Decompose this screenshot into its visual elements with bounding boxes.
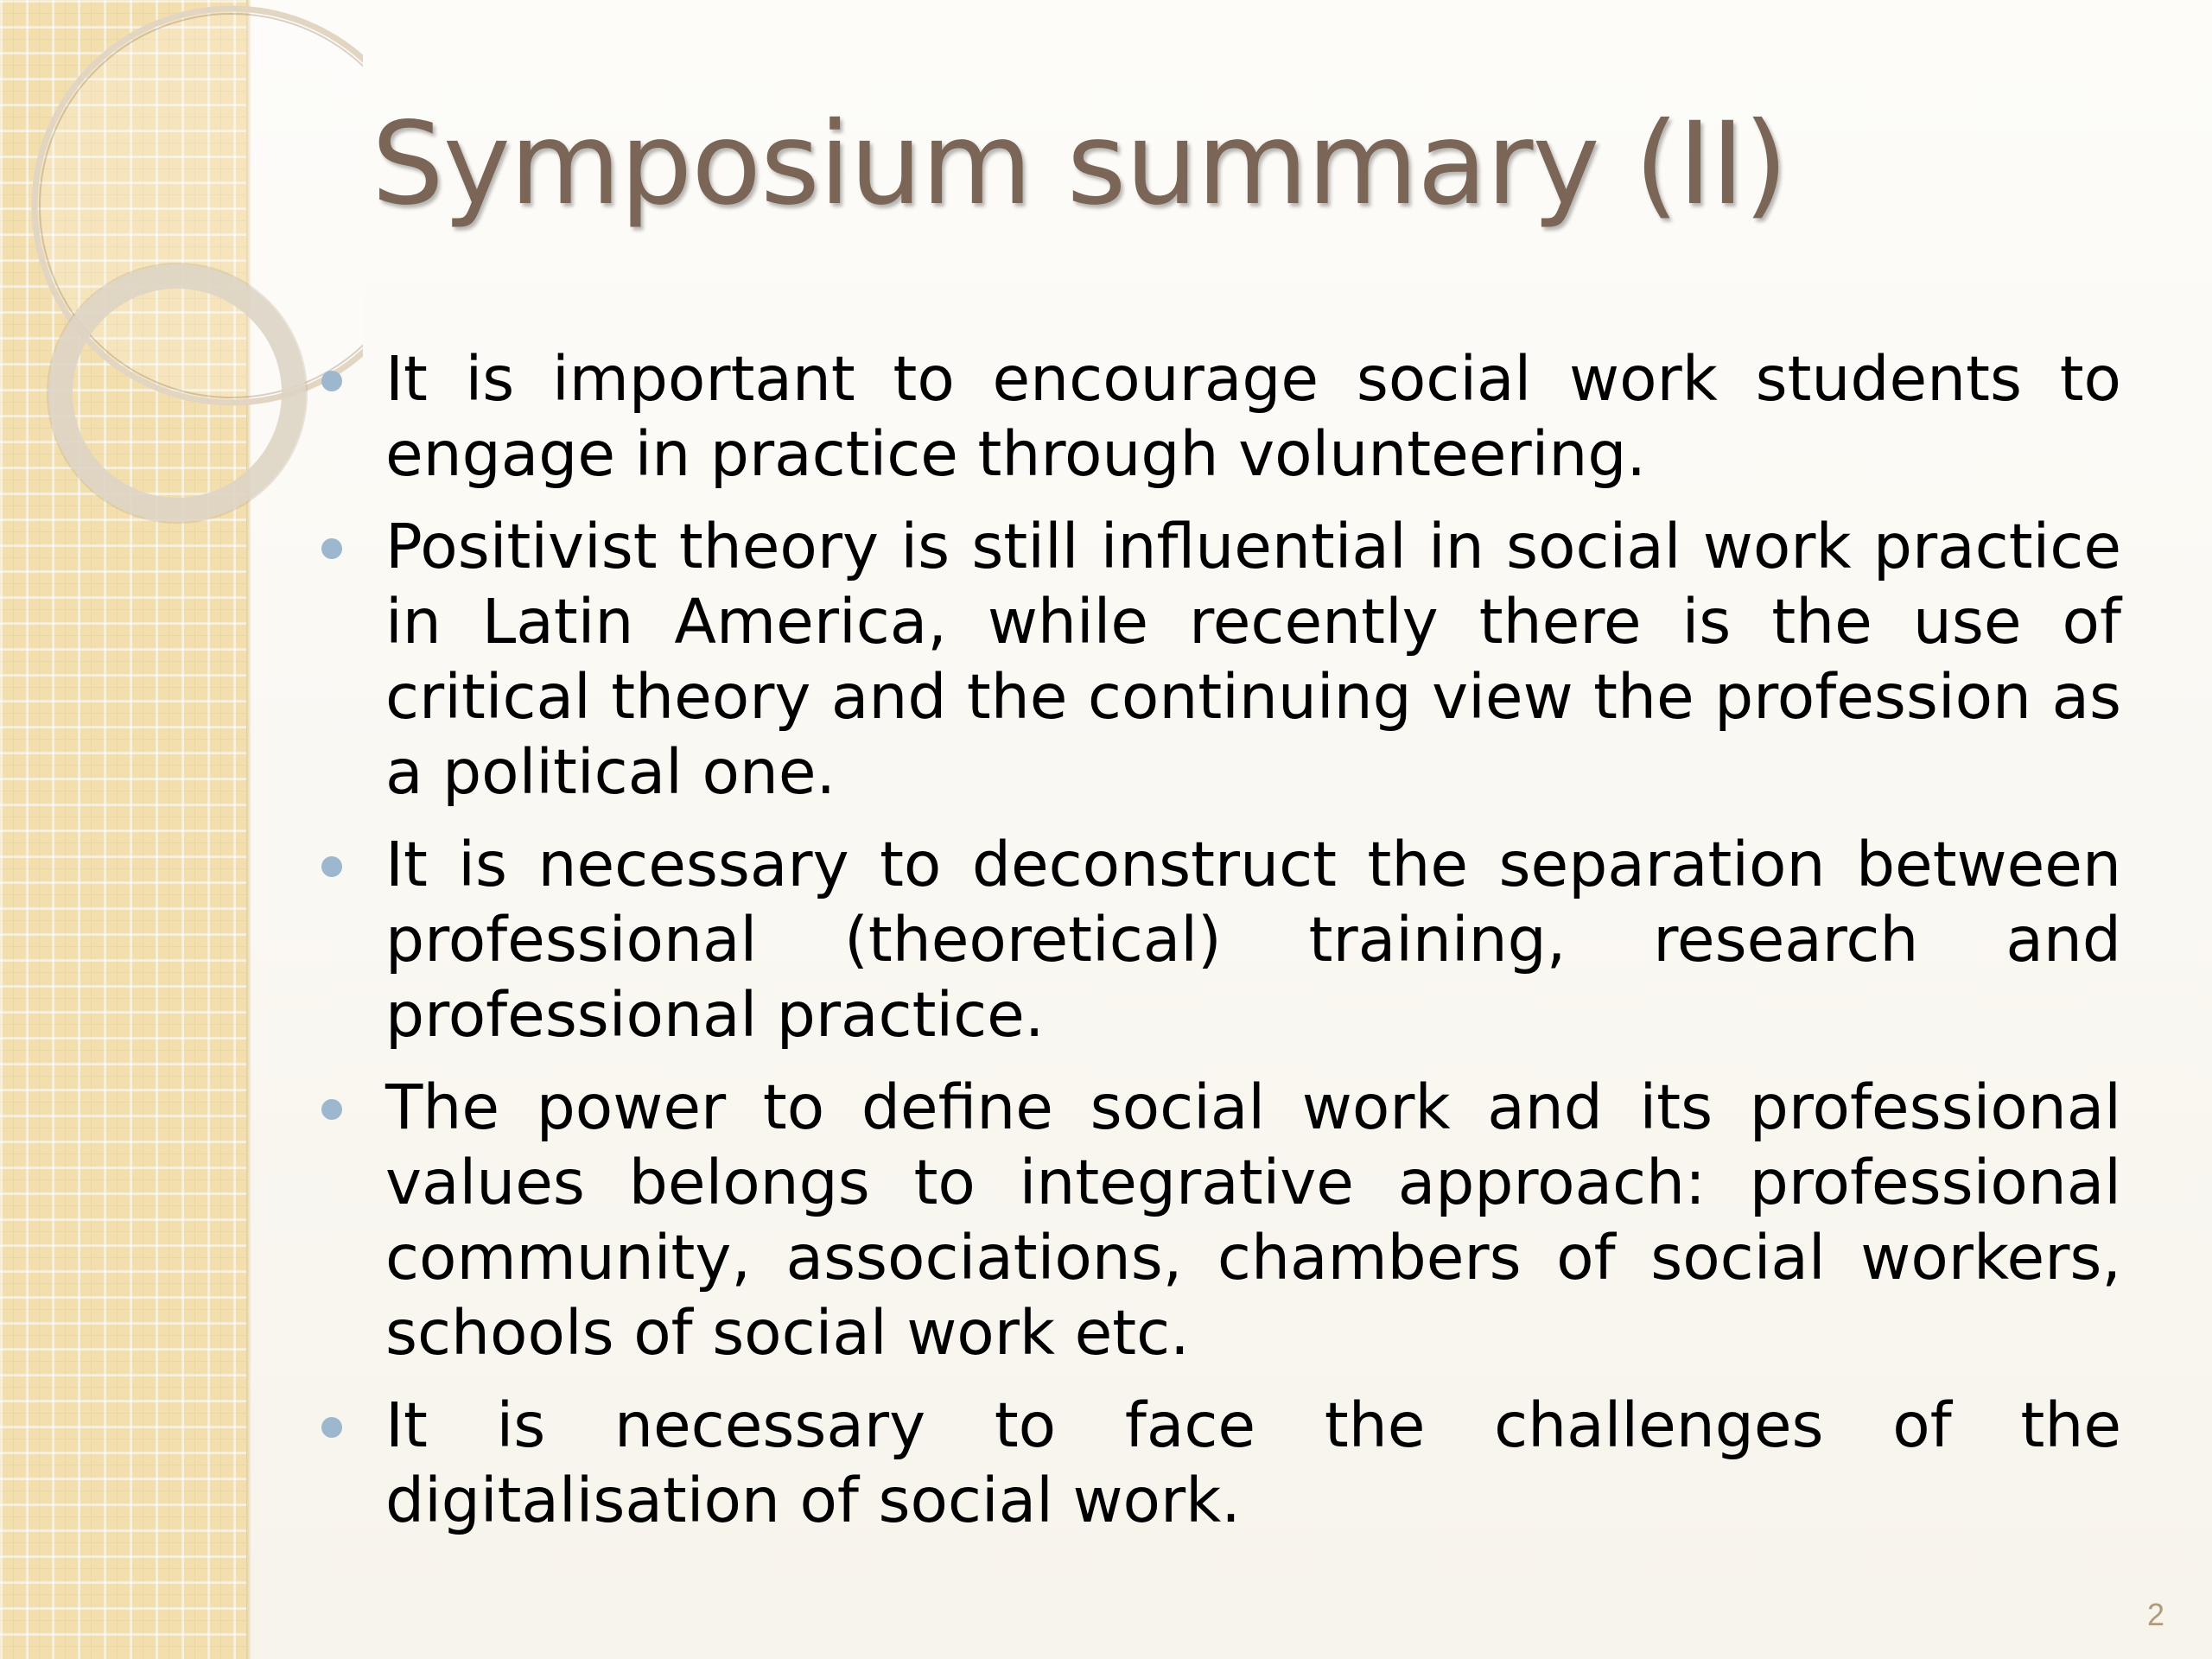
bullet-item: [311, 1070, 2121, 1370]
decorative-circles: [0, 0, 363, 605]
bullet-dot-icon: [321, 856, 342, 877]
bullet-item: [311, 509, 2121, 810]
bullet-text: The power to define social work and its professional values belongs to integrative approach: professional community, associations, chambers of social workers, schools of social work etc.: [385, 1071, 2121, 1369]
bullet-item: [311, 341, 2121, 492]
page-number: 2: [2146, 1597, 2164, 1632]
bullet-text: Positivist theory is still influential in social work practice in Latin America, while recently there is the use of critical theory and the continuing view the profession as a political one.: [385, 511, 2121, 808]
bullet-item: [311, 1388, 2121, 1538]
bullet-item: [311, 827, 2121, 1052]
bullet-dot-icon: [321, 538, 342, 559]
bullet-text: It is important to encourage social work students to engage in practice through volunteering.: [385, 343, 2121, 490]
bullet-dot-icon: [321, 1099, 342, 1120]
bullet-dot-icon: [321, 371, 342, 391]
slide-title: Symposium summary (II): [372, 98, 1788, 231]
bullet-text: It is necessary to face the challenges of the digitalisation of social work.: [385, 1389, 2121, 1536]
bullet-text: It is necessary to deconstruct the separation between professional (theoretical) training, research and professional practice.: [385, 829, 2121, 1051]
bullet-list: [311, 341, 2121, 1555]
bullet-dot-icon: [321, 1417, 342, 1438]
